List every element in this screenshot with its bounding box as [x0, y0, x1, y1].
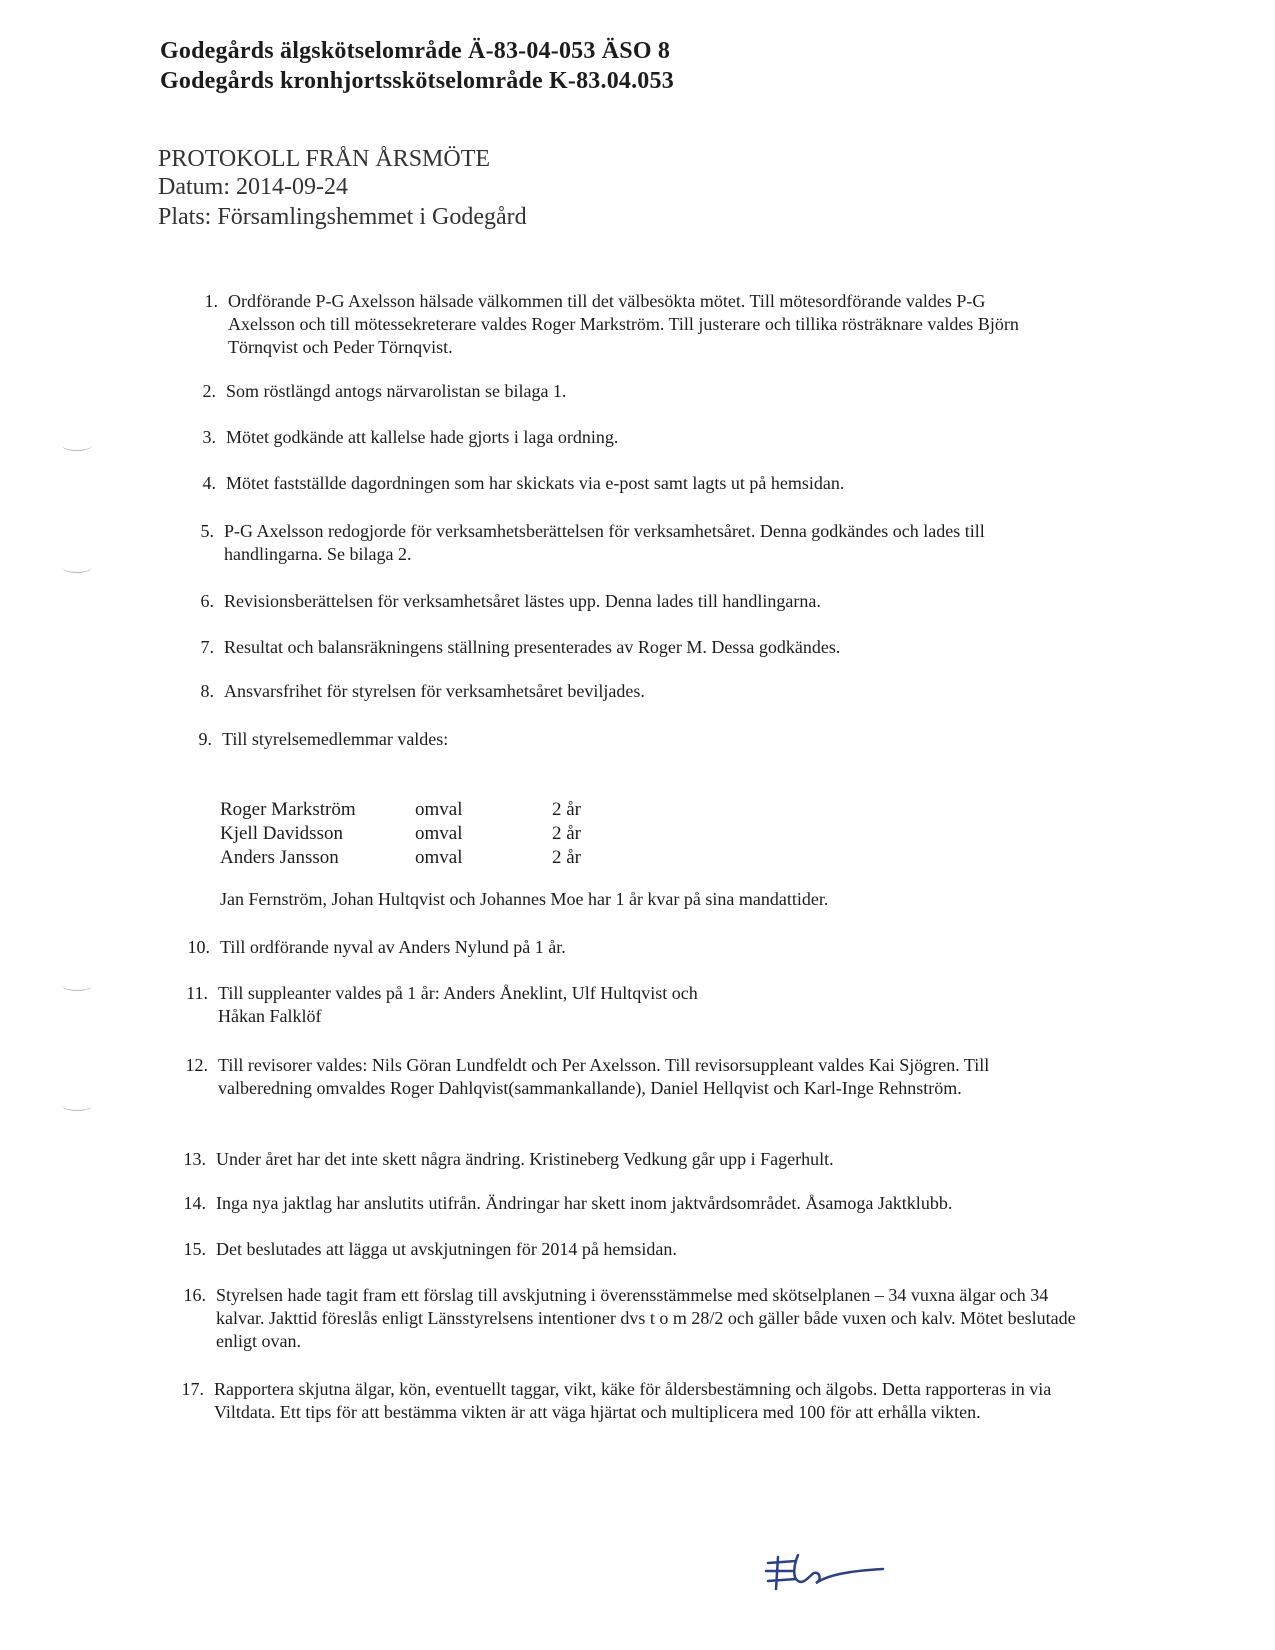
board-members-table	[220, 798, 620, 870]
item-text: Ansvarsfrihet för styrelsen för verksamhetsåret beviljades.	[224, 681, 645, 701]
member-name: Kjell Davidsson	[220, 823, 343, 844]
item-number: 17.	[181, 1379, 204, 1399]
member-action: omval	[415, 823, 463, 844]
item-text: Ordförande P-G Axelsson hälsade välkommen till det välbesökta mötet. Till mötesordförande valdes P-G Axelsson och till mötessekreterare valdes Roger Markström. Till justerare och tillika rösträknare valdes Björn Törnqvist och Peder Törnqvist.	[228, 291, 1019, 357]
list-item	[202, 380, 1046, 403]
protocol-title: PROTOKOLL FRÅN ÅRSMÖTE	[158, 146, 491, 172]
item-number: 9.	[198, 729, 212, 749]
list-item	[183, 1148, 1076, 1171]
list-item	[200, 590, 1044, 613]
member-term: 2 år	[552, 799, 582, 820]
member-name: Anders Jansson	[220, 847, 339, 868]
item-text: Resultat och balansräkningens ställning presenterades av Roger M. Dessa godkändes.	[224, 637, 841, 657]
header-line-1: Godegårds älgskötselområde Ä-83-04-053 ÄSO 8	[160, 38, 671, 64]
list-item	[186, 982, 698, 1028]
item-number: 5.	[200, 521, 214, 541]
item-number: 1.	[204, 291, 218, 311]
item-text: Till revisorer valdes: Nils Göran Lundfeldt och Per Axelsson. Till revisorsuppleant valdes Kai Sjögren. Till valberedning omvaldes Roger Dahlqvist(sammankallande), Daniel Hellqvist och Karl-Inge Rehnström.	[218, 1055, 990, 1098]
list-item	[185, 1054, 1078, 1100]
item-text: Till styrelsemedlemmar valdes:	[222, 729, 449, 749]
board-note: Jan Fernström, Johan Hultqvist och Johannes Moe har 1 år kvar på sina mandattider.	[220, 889, 829, 909]
item-text: Till suppleanter valdes på 1 år: Anders Åneklint, Ulf Hultqvist och Håkan Falklöf	[218, 983, 698, 1026]
list-item	[181, 1378, 1074, 1424]
item-number: 14.	[183, 1193, 206, 1213]
item-number: 12.	[185, 1055, 208, 1075]
item-text: Rapportera skjutna älgar, kön, eventuellt taggar, vikt, käke för åldersbestämning och älgobs. Detta rapporteras in via Viltdata. Ett tips för att bestämma vikten är att väga hjärtat och multiplicera med 100 för att erhålla vikten.	[214, 1379, 1052, 1422]
member-term: 2 år	[552, 823, 582, 844]
list-item	[200, 636, 1044, 659]
item-text: Revisionsberättelsen för verksamhetsåret lästes upp. Denna lades till handlingarna.	[224, 591, 821, 611]
member-term: 2 år	[552, 847, 582, 868]
list-item	[204, 290, 1048, 359]
table-row	[220, 846, 620, 870]
member-name: Roger Markström	[220, 799, 356, 820]
table-row	[220, 798, 620, 822]
item-text: Mötet fastställde dagordningen som har skickats via e-post samt lagts ut på hemsidan.	[226, 473, 845, 493]
list-item	[183, 1238, 1076, 1261]
signature-initials	[758, 1545, 888, 1595]
punch-hole-mark	[62, 440, 92, 451]
member-action: omval	[415, 847, 463, 868]
member-action: omval	[415, 799, 463, 820]
item-number: 2.	[202, 381, 216, 401]
item-text: Under året har det inte skett några ändring. Kristineberg Vedkung går upp i Fagerhult.	[216, 1149, 834, 1169]
header-line-2: Godegårds kronhjortsskötselområde K-83.04.053	[160, 68, 674, 94]
item-text: Styrelsen hade tagit fram ett förslag till avskjutning i överensstämmelse med skötselplanen – 34 vuxna älgar och 34 kalvar. Jakttid föreslås enligt Länsstyrelsens intentioner dvs t o m 28/2 och gäller både vuxen och kalv. Mötet beslutade enligt ovan.	[216, 1285, 1076, 1351]
item-number: 6.	[200, 591, 214, 611]
item-number: 13.	[183, 1149, 206, 1169]
item-number: 4.	[202, 473, 216, 493]
item-text: Mötet godkände att kallelse hade gjorts i laga ordning.	[226, 427, 619, 447]
item-number: 11.	[186, 983, 208, 1003]
item-text: P-G Axelsson redogjorde för verksamhetsberättelsen för verksamhetsåret. Denna godkändes och lades till handlingarna. Se bilaga 2.	[224, 521, 985, 564]
item-number: 7.	[200, 637, 214, 657]
item-text: Till ordförande nyval av Anders Nylund på 1 år.	[220, 937, 566, 957]
protocol-place: Plats: Församlingshemmet i Godegård	[158, 204, 527, 230]
list-item	[183, 1192, 1076, 1215]
table-row	[220, 822, 620, 846]
list-item	[202, 426, 1046, 449]
list-item	[183, 1284, 1076, 1353]
item-text: Inga nya jaktlag har anslutits utifrån. Ändringar har skett inom jaktvårdsområdet. Åsamoga Jaktklubb.	[216, 1193, 953, 1213]
list-item	[200, 520, 1054, 566]
item-text: Det beslutades att lägga ut avskjutningen för 2014 på hemsidan.	[216, 1239, 677, 1259]
list-item	[202, 472, 1046, 495]
punch-hole-mark	[62, 1100, 92, 1111]
list-item	[198, 728, 1042, 751]
punch-hole-mark	[62, 980, 92, 991]
item-number: 3.	[202, 427, 216, 447]
item-number: 16.	[183, 1285, 206, 1305]
item-number: 8.	[200, 681, 214, 701]
protocol-date: Datum: 2014-09-24	[158, 174, 348, 200]
item-text: Som röstlängd antogs närvarolistan se bilaga 1.	[226, 381, 567, 401]
item-number: 15.	[183, 1239, 206, 1259]
list-item	[187, 936, 1040, 959]
punch-hole-mark	[62, 562, 92, 573]
item-number: 10.	[187, 937, 210, 957]
list-item	[200, 680, 1044, 703]
